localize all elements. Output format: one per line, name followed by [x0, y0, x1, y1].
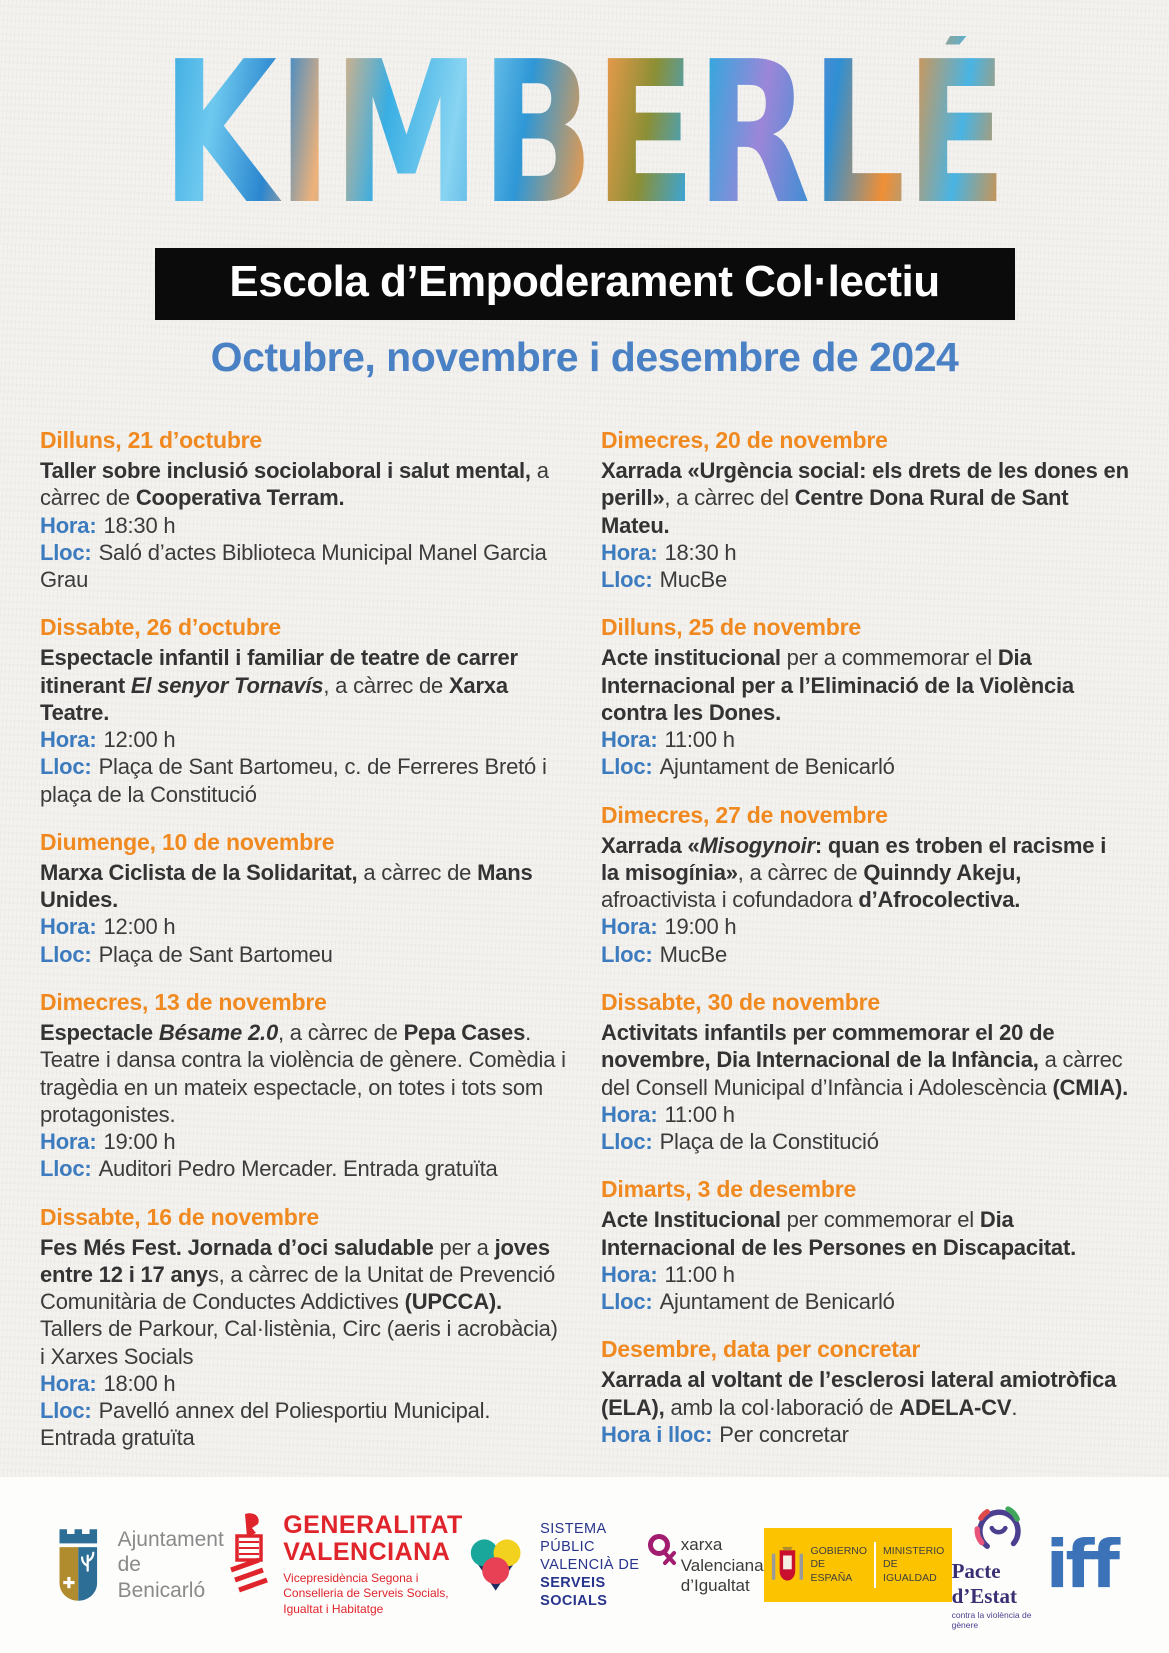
desc-segment: . Teatre i dansa contra la violència de gènere. Comèdia i tragèdia en un mateix espectacle, on totes i tots som protagonistes.	[40, 1019, 566, 1127]
desc-segment: Fes Més Fest. Jornada d’oci saludable	[40, 1234, 434, 1260]
event-date-heading: Dimecres, 13 de novembre	[40, 988, 327, 1015]
event-date-heading: Dilluns, 21 d’octubre	[40, 427, 263, 453]
desc-segment: Activitats infantils per commemorar el 20 de novembre, Dia Internacional de la Infància,	[601, 1019, 1055, 1073]
ministerio-line-2: DE IGUALDAD	[883, 1558, 937, 1584]
meta-label: Lloc:	[40, 1156, 92, 1182]
meta-label: Hora:	[40, 727, 97, 753]
meta-value: 18:30 h	[664, 539, 737, 565]
event-description	[40, 644, 568, 726]
events-column-right	[601, 427, 1129, 1473]
desc-segment: (CMIA).	[1052, 1074, 1129, 1100]
event-meta-line	[601, 941, 1129, 968]
generalitat-title	[283, 1512, 463, 1565]
event-meta-line	[601, 726, 1129, 753]
generalitat-emblem-icon	[227, 1512, 273, 1600]
sps-line-1: SISTEMA PÚBLIC	[540, 1520, 606, 1555]
event-meta-line	[40, 753, 568, 808]
ministerio-line-1: MINISTERIO	[883, 1544, 945, 1557]
gobierno-label	[810, 1545, 867, 1586]
meta-label: Lloc:	[40, 1398, 92, 1424]
event-date-heading: Dimarts, 3 de desembre	[601, 1176, 857, 1203]
event-meta-line	[601, 1421, 1129, 1448]
event	[601, 614, 1129, 780]
desc-segment: (UPCCA).	[404, 1289, 502, 1315]
school-banner: Escola d’Empoderament Col·lectiu	[155, 248, 1015, 320]
desc-segment: per a	[433, 1234, 495, 1260]
generalitat-sub-line-3: Igualtat i Habitatge	[283, 1602, 384, 1617]
event-date-heading: Diumenge, 10 de novembre	[40, 828, 335, 855]
event	[40, 1204, 568, 1452]
desc-segment: Cooperativa Terram.	[135, 485, 345, 511]
meta-value: 18:30 h	[103, 512, 176, 538]
meta-label: Hora:	[601, 1101, 658, 1127]
generalitat-valenciana-logo	[227, 1512, 463, 1617]
meta-label: Lloc:	[601, 567, 653, 593]
xarxa-igualtat-icon	[647, 1533, 677, 1569]
pacte-estat-icon	[960, 1500, 1038, 1558]
meta-value: 11:00 h	[664, 727, 735, 753]
kimberle-logo: KIMBERLÉ	[161, 20, 1008, 248]
event-meta-line	[40, 1155, 568, 1182]
gobierno-line-1: GOBIERNO	[810, 1544, 868, 1557]
meta-label: Lloc:	[601, 941, 653, 967]
event-meta-line	[601, 913, 1129, 940]
ajuntament-line-1: Ajuntament	[117, 1528, 224, 1552]
event	[601, 1176, 1129, 1315]
meta-label: Hora:	[40, 1370, 97, 1396]
desc-segment: Tallers de Parkour, Cal·listènia, Circ (aeris i acrobàcia) i Xarxes Socials	[40, 1316, 558, 1369]
event-meta-line	[601, 1101, 1129, 1128]
generalitat-subtitle	[283, 1571, 463, 1618]
desc-segment: afroactivista i cofundadora	[601, 887, 859, 913]
desc-segment: Espectacle infantil i familiar de teatre de carrer itinerant	[40, 645, 518, 698]
meta-value: 12:00 h	[103, 914, 176, 940]
gobierno-divider	[874, 1542, 876, 1588]
desc-segment: per a commemorar el	[780, 645, 998, 671]
events-columns	[0, 427, 1169, 1473]
event-description	[601, 457, 1129, 539]
event-description	[40, 859, 568, 914]
meta-value: 18:00 h	[103, 1370, 176, 1396]
meta-value: Per concretar	[719, 1421, 849, 1447]
desc-segment: Mans Unides.	[40, 859, 533, 913]
event	[601, 989, 1129, 1155]
event-meta-line	[40, 1370, 568, 1397]
serveis-socials-logo	[463, 1520, 647, 1611]
event-date-heading: Dimecres, 27 de novembre	[601, 801, 888, 828]
event-description	[601, 1366, 1129, 1421]
meta-value: Plaça de la Constitució	[659, 1129, 879, 1155]
pacte-estat-title: Pacte d’Estat	[951, 1559, 1017, 1608]
desc-segment: s, a càrrec de la Unitat de Prevenció Comunitària de Conductes Addictives	[40, 1261, 556, 1315]
ajuntament-label	[118, 1527, 228, 1603]
meta-label: Hora:	[40, 914, 97, 940]
meta-label: Hora:	[40, 512, 97, 538]
desc-segment: d’Afrocolectiva.	[858, 887, 1021, 913]
desc-segment: Marxa Ciclista de la Solidaritat,	[40, 859, 358, 885]
event-meta-line	[601, 566, 1129, 593]
pacte-estat-subtitle: contra la violència de gènere	[951, 1610, 1032, 1630]
desc-segment: joves entre 12 i 17 any	[40, 1234, 550, 1287]
desc-segment: Xarrada al voltant de l’esclerosi lateral amiotròfica (ELA),	[601, 1367, 1117, 1420]
event-description	[40, 1019, 568, 1128]
pacte-estat-logo	[952, 1500, 1046, 1630]
event-description	[601, 1206, 1129, 1261]
desc-segment: per commemorar el	[780, 1207, 980, 1233]
desc-segment: Centre Dona Rural de Sant Mateu.	[601, 485, 1069, 538]
sps-line-3: SERVEIS SOCIALS	[540, 1575, 608, 1610]
desc-segment: a càrrec del Consell Municipal d’Infància i Adolescència	[601, 1047, 1123, 1100]
meta-value: MucBe	[659, 567, 728, 593]
desc-segment: Pepa Cases	[403, 1019, 526, 1045]
desc-segment: : quan es troben el racisme i la misogínia»	[601, 832, 1107, 885]
xarxa-igualtat-label	[681, 1535, 764, 1596]
generalitat-title-line-1: GENERALITAT	[283, 1511, 463, 1540]
meta-label: Lloc:	[601, 1289, 653, 1315]
event-meta-line	[40, 913, 568, 940]
event-meta-line	[40, 1397, 568, 1452]
desc-segment: amb la col·laboració de	[664, 1394, 900, 1420]
event	[40, 614, 568, 808]
meta-value: Ajuntament de Benicarló	[659, 1289, 895, 1315]
meta-label: Lloc:	[40, 539, 92, 565]
event-meta-line	[601, 1128, 1129, 1155]
event	[601, 427, 1129, 593]
event-date-heading: Dilluns, 25 de novembre	[601, 614, 861, 641]
desc-segment: a càrrec de	[40, 458, 549, 511]
event-meta-line	[601, 1261, 1129, 1288]
desc-segment: , a càrrec de	[323, 672, 449, 698]
meta-value: Plaça de Sant Bartomeu, c. de Ferreres Bretó i plaça de la Constitució	[40, 754, 547, 807]
meta-value: Ajuntament de Benicarló	[659, 754, 895, 780]
event	[601, 1336, 1129, 1448]
event	[40, 829, 568, 968]
meta-label: Hora:	[40, 1129, 97, 1155]
event-description	[601, 1019, 1129, 1101]
event-meta-line	[40, 941, 568, 968]
sponsor-footer	[0, 1477, 1169, 1653]
serveis-socials-label	[540, 1520, 647, 1611]
event	[40, 989, 568, 1183]
gobierno-line-2: DE ESPAÑA	[810, 1558, 853, 1584]
desc-segment: Taller sobre inclusió sociolaboral i salut mental,	[40, 458, 531, 483]
event	[40, 427, 568, 593]
desc-segment: Bésame 2.0	[158, 1019, 278, 1045]
generalitat-sub-line-2: Conselleria de Serveis Socials,	[283, 1586, 449, 1601]
event-meta-line	[40, 726, 568, 753]
meta-label: Lloc:	[40, 941, 92, 967]
desc-segment: Dia Internacional de les Persones en Discapacitat.	[601, 1207, 1076, 1260]
desc-segment: Dia Internacional per a l’Eliminació de la Violència contra les Dones.	[601, 645, 1074, 725]
meta-value: Plaça de Sant Bartomeu	[98, 941, 333, 967]
meta-value: MucBe	[659, 941, 728, 967]
meta-label: Hora:	[601, 727, 658, 753]
desc-segment: Acte institucional	[601, 645, 781, 671]
ministerio-label	[883, 1545, 945, 1586]
event-meta-line	[601, 1288, 1129, 1315]
meta-value: 11:00 h	[664, 1261, 735, 1287]
meta-value: Saló d’actes Biblioteca Municipal Manel Garcia Grau	[40, 539, 547, 593]
event-meta-line	[40, 539, 568, 594]
meta-value: Pavelló annex del Poliesportiu Municipal. Entrada gratuïta	[40, 1398, 491, 1451]
desc-segment: , a càrrec del	[664, 485, 795, 511]
event-meta-line	[40, 1128, 568, 1155]
desc-segment: ADELA-CV	[899, 1394, 1012, 1420]
ajuntament-benicarlo-logo	[52, 1525, 227, 1605]
meta-value: 11:00 h	[664, 1101, 735, 1127]
meta-label: Lloc:	[601, 754, 653, 780]
event	[601, 802, 1129, 968]
gobierno-espana-logo	[764, 1528, 952, 1602]
benicarlo-shield-icon	[52, 1525, 105, 1605]
meta-label: Lloc:	[601, 1129, 653, 1155]
event-date-heading: Dissabte, 16 de novembre	[40, 1203, 319, 1230]
desc-segment: Xarrada «	[601, 832, 700, 858]
desc-segment: a càrrec de	[357, 859, 478, 885]
meta-label: Hora:	[601, 539, 658, 565]
meta-value: 19:00 h	[103, 1129, 176, 1155]
event-date-heading: Desembre, data per concretar	[601, 1336, 921, 1363]
desc-segment: Espectacle	[40, 1019, 159, 1045]
xvi-line-1: xarxa	[680, 1535, 723, 1555]
xvi-line-3: d’Igualtat	[680, 1576, 750, 1596]
desc-segment: El senyor Tornavís	[130, 672, 324, 698]
event-date-heading: Dimecres, 20 de novembre	[601, 427, 888, 453]
meta-value: 19:00 h	[664, 914, 737, 940]
meta-label: Hora i lloc:	[601, 1421, 713, 1447]
event-meta-line	[601, 539, 1129, 566]
meta-value: Auditori Pedro Mercader. Entrada gratuïta	[98, 1156, 498, 1182]
event-description	[40, 457, 568, 512]
desc-segment: Quinndy Akeju,	[863, 859, 1022, 885]
desc-segment: Xarrada «Urgència social: els drets de les dones en perill»	[601, 458, 1129, 511]
logo-row	[0, 0, 1169, 248]
desc-segment: , a càrrec de	[737, 859, 864, 885]
desc-segment: , a càrrec de	[277, 1019, 404, 1045]
event-meta-line	[40, 512, 568, 539]
generalitat-title-line-2: VALENCIANA	[283, 1537, 451, 1566]
xarxa-igualtat-logo	[647, 1533, 764, 1596]
events-column-left	[40, 427, 568, 1473]
desc-segment: Misogynoir	[699, 832, 815, 858]
meta-value: 12:00 h	[103, 727, 176, 753]
desc-segment: Acte Institucional	[601, 1207, 781, 1233]
meta-label: Lloc:	[40, 754, 92, 780]
xvi-line-2: Valenciana	[680, 1555, 764, 1575]
meta-label: Hora:	[601, 1261, 658, 1287]
serveis-socials-icon	[463, 1525, 528, 1605]
event-date-heading: Dissabte, 26 d’octubre	[40, 614, 282, 641]
meta-label: Hora:	[601, 914, 658, 940]
iff-logo: iff	[1045, 1525, 1117, 1603]
desc-segment: Xarxa Teatre.	[40, 672, 508, 725]
spain-coat-of-arms-icon	[771, 1540, 804, 1590]
poster-header	[0, 0, 1169, 381]
date-range-subtitle: Octubre, novembre i desembre de 2024	[210, 334, 959, 380]
event-description	[601, 644, 1129, 726]
event-date-heading: Dissabte, 30 de novembre	[601, 988, 880, 1015]
event-description	[40, 1234, 568, 1370]
sps-line-2: VALENCIÀ DE	[540, 1556, 640, 1573]
desc-segment: .	[1011, 1394, 1018, 1420]
event-meta-line	[601, 753, 1129, 780]
ajuntament-line-2: de Benicarló	[117, 1553, 206, 1602]
event-description	[601, 832, 1129, 914]
generalitat-sub-line-1: Vicepresidència Segona i	[283, 1570, 419, 1585]
